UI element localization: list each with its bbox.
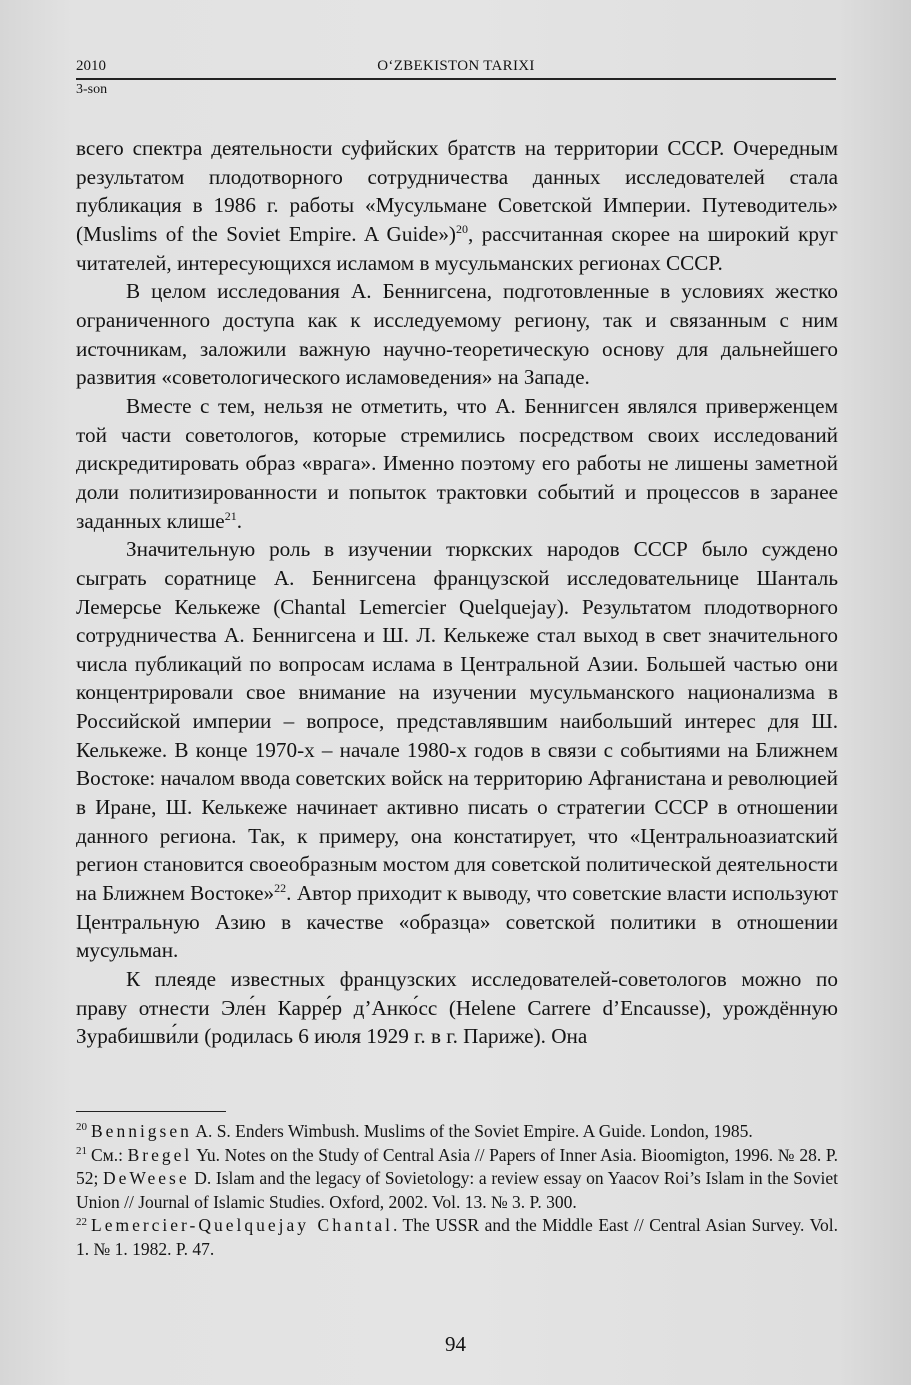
footnote-ref: 20 [455, 221, 468, 236]
header-journal-title: O‘ZBEKISTON TARIXI [377, 58, 535, 74]
footnote-ref: 22 [274, 881, 287, 895]
footnote-number: 20 [76, 1121, 87, 1134]
paragraph-text: . Автор приходит к выводу, что советские власти используют Центральную Азию в качестве «образца» советской политики в отношении мусульман. [76, 881, 839, 963]
paragraph-text: К плеяде известных французских исследователей-советологов можно по праву отнести Эле́н Карре́р д’Анко́сс (Helene Carrere d’Encausse), урождённую Зурабишви́ли (родилась 6 июля 1929 г. в г. Париже). Она [76, 967, 838, 1049]
footnote-author: Lemercier-Quelquejay Chantal [91, 1215, 393, 1236]
footnote-text: . The USSR and the Middle East // Central Asian Survey. Vol. 1. № 1. 1982. P. 47. [76, 1215, 838, 1259]
footnote-author: DeWeese [103, 1168, 190, 1189]
paragraph-text: , рассчитанная скорее на широкий круг читателей, интересующихся исламом в мусульманских регионах СССР. [76, 221, 838, 275]
paragraph [76, 392, 838, 535]
paragraph [76, 965, 838, 1051]
footnote [76, 1214, 838, 1261]
footnote-text: D. Islam and the legacy of Sovietology: a review essay on Yaacov Roi’s Islam in the Soviet Union // Journal of Islamic Studies. Oxford, 2002. Vol. 13. № 3. P. 300. [76, 1168, 838, 1212]
footnote-author: Bregel [127, 1144, 193, 1165]
footnote-ref: 21 [224, 508, 237, 523]
main-text [76, 134, 838, 1051]
paragraph-text: . [236, 508, 242, 533]
footnote-author: Bennigsen [91, 1121, 192, 1141]
footnote [76, 1144, 838, 1215]
paragraph-text: Вместе с тем, нельзя не отметить, что А. Беннигсен являлся приверженцем той части советологов, которые стремились посредством своих исследований дискредитировать образ «врага». Именно поэтому его работы не лишены заметной доли политизированности и попыток трактовки событий и процессов в заранее заданных клише [76, 393, 838, 533]
footnote-number: 21 [76, 1144, 87, 1157]
footnote [76, 1120, 838, 1144]
footnote-separator [76, 1111, 226, 1112]
header-year: 2010 [76, 58, 106, 74]
paragraph [76, 277, 838, 392]
page-number: 94 [445, 1332, 466, 1356]
footnotes [76, 1120, 838, 1262]
running-header [76, 58, 836, 80]
header-issue: 3-son [76, 82, 108, 97]
footnote-text: Yu. Notes on the Study of Central Asia // Papers of Inner Asia. Bioomigton, 1996. № 28. P. 52; [76, 1144, 839, 1189]
paragraph-text: В целом исследования А. Беннигсена, подготовленные в условиях жестко ограниченного доступа как к исследуемому региону, так и связанным с ним источникам, заложили важную научно-теоретическую основу для дальнейшего развития «советологического исламоведения» на Западе. [76, 279, 838, 390]
paragraph [76, 134, 838, 277]
footnote-prefix: См.: [91, 1144, 128, 1165]
paragraph-text: Значительную роль в изучении тюркских народов СССР было суждено сыграть соратнице А. Беннигсена французской исследовательнице Шанталь Лемерсье Келькеже (Chantal Lemercier Quelquejay). Результатом плодотворного сотрудничества А. Беннигсена и Ш. Л. Келькеже стал выход в свет значительного числа публикаций по вопросам ислама в Центральной Азии. Большей частью они концентрировали свое внимание на изучении мусульманского национализма в Российской империи – вопросе, представлявшим наибольший интерес для Ш. Келькеже. В конце 1970-х – начале 1980-х годов в связи с событиями на Ближнем Востоке: началом ввода советских войск на территорию Афганистана и революцией в Иране, Ш. Келькеже начинает активно писать о стратегии СССР в отношении данного региона. Так, к примеру, она констатирует, что «Центральноазиатский регион становится своеобразным мостом для советской политической деятельности на Ближнем Востоке» [76, 537, 838, 906]
footnote-text: A. S. Enders Wimbush. Muslims of the Soviet Empire. A Guide. London, 1985. [191, 1121, 753, 1141]
paragraph [76, 535, 838, 965]
header-rule [76, 78, 836, 80]
paragraph-text: всего спектра деятельности суфийских братств на территории СССР. Очередным результатом плодотворного сотрудничества данных исследователей стала публикация в 1986 г. работы «Мусульмане Советской Империи. Путеводитель» (Muslims of the Soviet Empire. A Guide») [76, 136, 838, 246]
footnote-number: 22 [76, 1215, 87, 1228]
